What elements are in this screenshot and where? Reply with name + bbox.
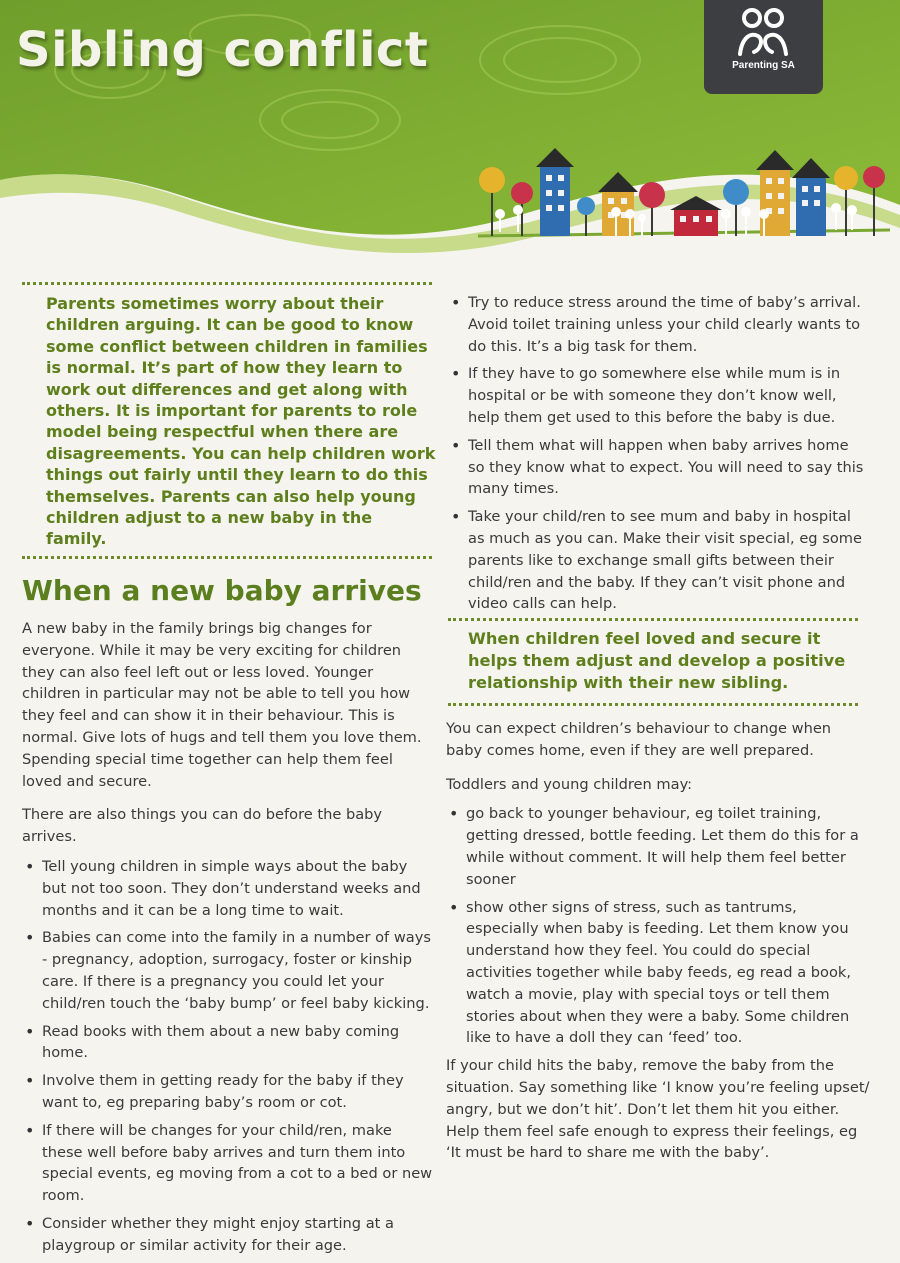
list-item: • Involve them in getting ready for the baby if they want to, eg preparing baby’s room or cot.: [22, 1070, 434, 1114]
list-item: • Try to reduce stress around the time of baby’s arrival. Avoid toilet training unless your child clearly wants to do this. It’s a big task for them.: [448, 292, 868, 357]
divider-callout-bottom: [448, 703, 858, 706]
logo-text: Parenting SA: [732, 60, 795, 71]
list-item: • Tell them what will happen when baby arrives home so they know what to expect. You will need to say this many times.: [448, 435, 868, 500]
paragraph: You can expect children’s behaviour to change when baby comes home, even if they are well prepared.: [446, 720, 832, 759]
list-item: • go back to younger behaviour, eg toilet training, getting dressed, bottle feeding. Let them do this for a while without comment. It will help them feel better sooner: [446, 803, 870, 890]
right-body-bottom: [446, 718, 870, 1164]
paragraph: There are also things you can do before the baby arrives.: [22, 806, 383, 846]
list-item: • Tell young children in simple ways about the baby but not too soon. They don’t understand weeks and months and it can be a long time to wait.: [22, 856, 434, 921]
bullet-list: [446, 803, 870, 1049]
divider-top-left: [22, 282, 432, 285]
family-logo-icon: [732, 6, 794, 58]
section-heading: When a new baby arrives: [22, 574, 422, 607]
paragraph: If your child hits the baby, remove the baby from the situation. Say something like ‘I know you’re feeling upset/ angry, but we don’t hit’. Don’t let them hit you either. Help them feel safe enough to express their feelings, eg ‘It must be hard to share me with the baby’.: [446, 1057, 870, 1162]
list-item: • Read books with them about a new baby coming home.: [22, 1021, 434, 1065]
page-title: Sibling conflict: [16, 22, 429, 78]
left-body: [22, 618, 434, 1263]
list-item: • If there will be changes for your child/ren, make these well before baby arrives and turn them into special events, eg moving from a cot to a bed or new room.: [22, 1120, 434, 1207]
paragraph: A new baby in the family brings big changes for everyone. While it may be very exciting for children they can also feel left out or less loved. Younger children in particular may not be able to tell you how they feel and can show it in their behaviour. This is normal. Give lots of hugs and tell them you love them. Spending special time together can help them feel loved and secure.: [22, 620, 422, 790]
divider-callout-top: [448, 618, 858, 621]
list-item: • Consider whether they might enjoy starting at a playgroup or similar activity for their age.: [22, 1213, 434, 1257]
parenting-sa-logo: [704, 0, 823, 94]
list-item: • Babies can come into the family in a number of ways - pregnancy, adoption, surrogacy, foster or kinship care. If there is a pregnancy you could let your child/ren touch the ‘baby bump’ or feel baby kicking.: [22, 927, 434, 1014]
list-item: • show other signs of stress, such as tantrums, especially when baby is feeding. Let them know you understand how they feel. You could do special activities together while baby feeds, eg read a book, watch a movie, play with special toys or tell them stories about when they were a baby. Some children like to have a doll they can ‘feed’ too.: [446, 897, 870, 1050]
right-body-top: [448, 292, 868, 621]
callout-text: When children feel loved and secure it helps them adjust and develop a positive relationship with their new sibling.: [468, 629, 846, 692]
paragraph: Toddlers and young children may:: [446, 775, 693, 793]
bullet-list: [448, 292, 868, 615]
bullet-list: [22, 856, 434, 1257]
intro-text: Parents sometimes worry about their children arguing. It can be good to know some conflict between children in families is normal. It’s part of how they learn to work out differences and get along with others. It is important for parents to role model being respectful when there are disagreements. You can help children work things out fairly until they learn to do this themselves. Parents can also help young children adjust to a new baby in the family.: [46, 294, 436, 549]
list-item: • If they have to go somewhere else while mum is in hospital or be with someone they don’t know well, help them get used to this before the baby is due.: [448, 363, 868, 428]
list-item: • Take your child/ren to see mum and baby in hospital as much as you can. Make their visit special, eg some parents like to exchange small gifts between their child/ren and the baby. If they can’t visit phone and video calls can help.: [448, 506, 868, 615]
divider-mid-left: [22, 556, 432, 559]
